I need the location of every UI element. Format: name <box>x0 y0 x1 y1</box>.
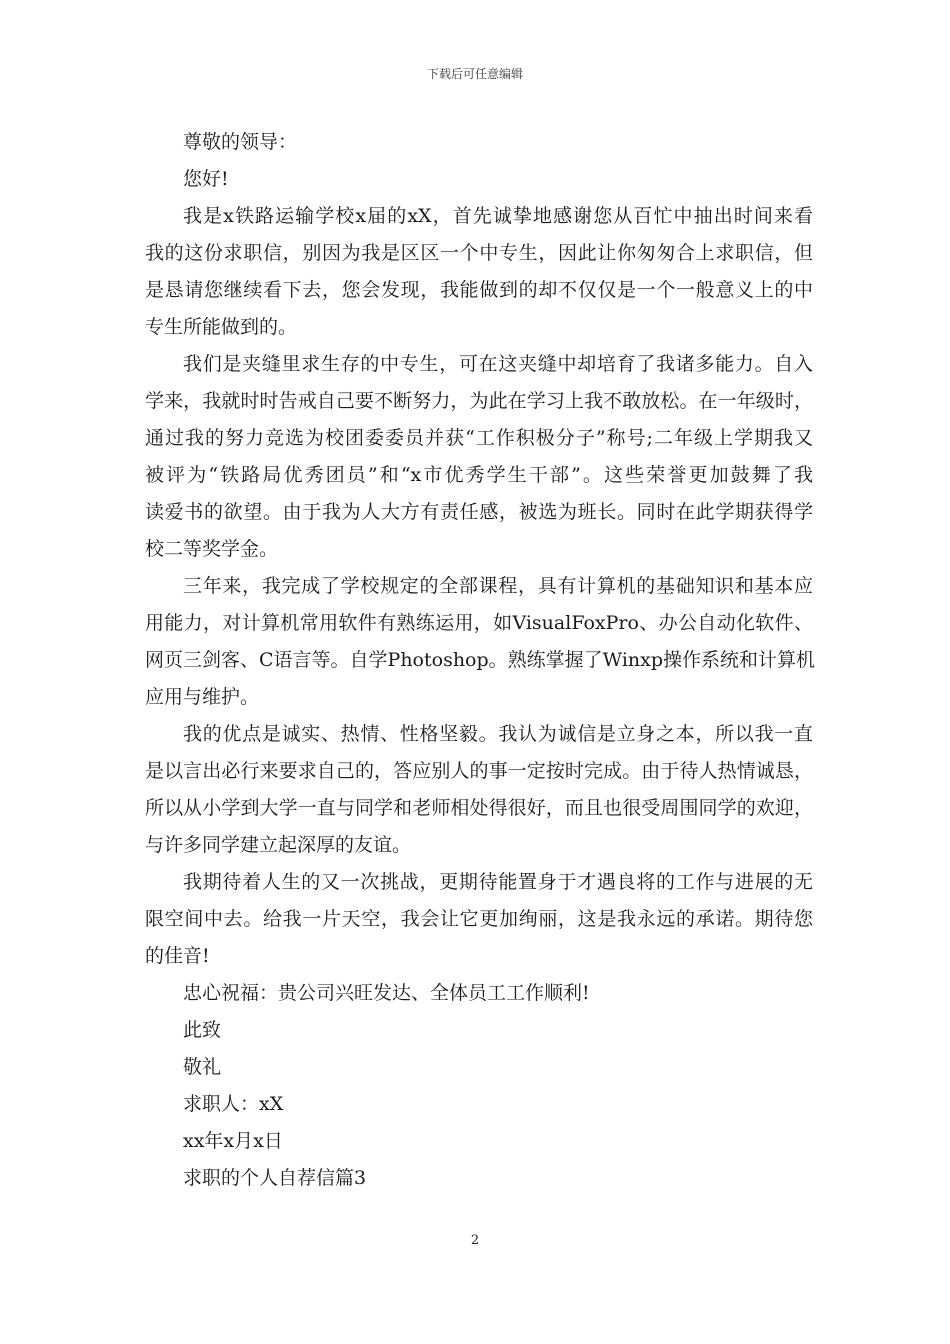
paragraph-line: 被评为“铁路局优秀团员”和“x市优秀学生干部”。这些荣誉更加鼓舞了我 <box>145 464 813 486</box>
paragraph-line: 是恳请您继续看下去，您会发现，我能做到的却不仅仅是一个一般意义上的中 <box>145 279 813 301</box>
paragraph-abilities <box>145 346 813 568</box>
paragraph-line: 学来，我就时时告戒自己要不断努力，为此在学习上我不敢放松。在一年级时， <box>145 390 813 412</box>
paragraph-line: 与许多同学建立起深厚的友谊。 <box>145 834 412 856</box>
paragraph-line: 我的优点是诚实、热情、性格坚毅。我认为诚信是立身之本，所以我一直 <box>183 723 813 745</box>
closing-line-2: 敬礼 <box>183 1056 222 1078</box>
paragraph-line: 专生所能做到的。 <box>145 316 298 338</box>
page-number: 2 <box>470 1233 480 1248</box>
paragraph-skills <box>145 568 816 716</box>
paragraph-line: 我是x铁路运输学校x届的xX，首先诚挚地感谢您从百忙中抽出时间来看 <box>183 205 813 227</box>
paragraph-expectation <box>145 864 813 975</box>
signature: 求职人：xX <box>183 1093 284 1115</box>
paragraph-line: 的佳音! <box>145 945 210 967</box>
paragraph-line: 我期待着人生的又一次挑战，更期待能置身于才遇良将的工作与进展的无 <box>183 871 813 893</box>
paragraph-introduction <box>145 198 813 346</box>
paragraph-line: 用能力，对计算机常用软件有熟练运用，如VisualFoxPro、办公自动化软件、 <box>145 612 813 634</box>
letter-body <box>145 124 816 1197</box>
paragraph-line: 是以言出必行来要求自己的，答应别人的事一定按时完成。由于待人热情诚恳， <box>145 760 813 782</box>
paragraph-line: 限空间中去。给我一片天空，我会让它更加绚丽，这是我永远的承诺。期待您 <box>145 908 813 930</box>
paragraph-line: 通过我的努力竞选为校团委委员并获“工作积极分子”称号;二年级上学期我又 <box>145 427 813 449</box>
wishes-line: 忠心祝福：贵公司兴旺发达、全体员工工作顺利! <box>183 982 590 1004</box>
paragraph-line: 读爱书的欲望。由于我为人大方有责任感，被选为班长。同时在此学期获得学 <box>145 501 813 523</box>
paragraph-line: 校二等奖学金。 <box>145 538 279 560</box>
salutation: 尊敬的领导： <box>183 131 298 153</box>
paragraph-strengths <box>145 716 813 864</box>
paragraph-line: 网页三剑客、C语言等。自学Photoshop。熟练掌握了Winxp操作系统和计算机 <box>145 649 816 671</box>
paragraph-line: 三年来，我完成了学校规定的全部课程，具有计算机的基础知识和基本应 <box>183 575 813 597</box>
greeting: 您好! <box>183 168 229 190</box>
paragraph-line: 应用与维护。 <box>145 686 260 708</box>
paragraph-line: 所以从小学到大学一直与同学和老师相处得很好，而且也很受周围同学的欢迎， <box>145 797 813 819</box>
date: xx年x月x日 <box>183 1130 283 1152</box>
paragraph-line: 我们是夹缝里求生存的中专生，可在这夹缝中却培育了我诸多能力。自入 <box>183 353 813 375</box>
page-header: 下载后可任意编辑 <box>426 67 523 81</box>
closing-line-1: 此致 <box>183 1019 222 1041</box>
paragraph-line: 我的这份求职信，别因为我是区区一个中专生，因此让你匆匆合上求职信，但 <box>145 242 813 264</box>
next-section-title: 求职的个人自荐信篇3 <box>183 1167 367 1189</box>
